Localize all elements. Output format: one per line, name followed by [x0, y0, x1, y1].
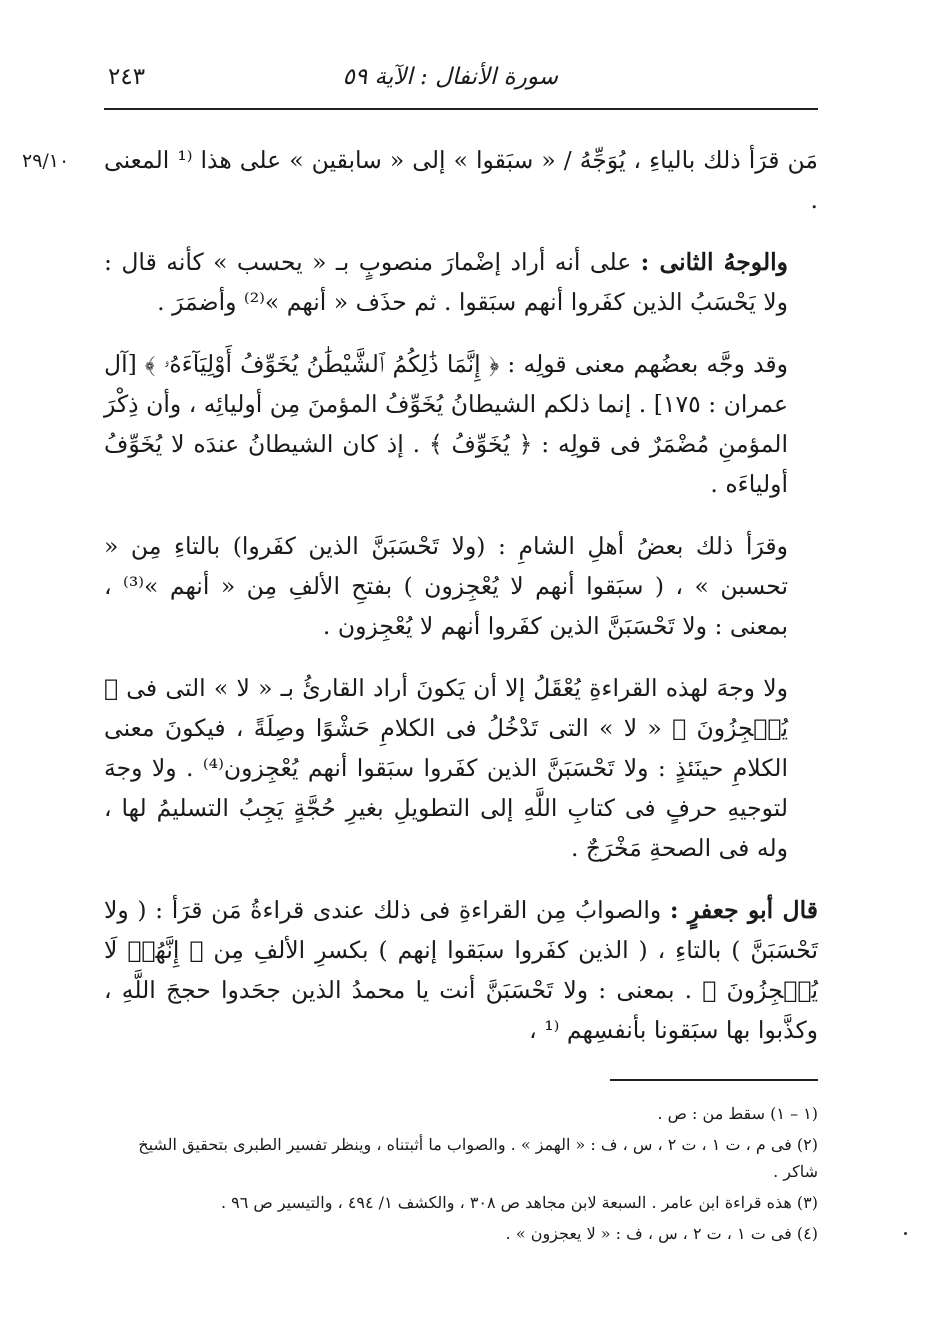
- paragraph-2-lead: على أنه أراد إضْمارَ منصوبٍ بـ « يحسب »: [203, 248, 641, 276]
- page-number: ٢٤٣: [108, 64, 146, 90]
- paragraph-4: وقرَأ ذلك بعضُ أهلِ الشامِ : (ولا تَحْسَبَنَّ الذين كفَروا) بالتاءِ مِن « تحسبن » ، ( سبَقوا أنهم لا يُعْجِزون ) بفتحِ الألفِ مِن « أنهم »⁽³⁾ ، بمعنى : ولا تَحْسَبَنَّ الذين كفَروا أنهم لا يُعْجِزون .: [104, 532, 788, 640]
- second-reading-label: والوجهُ الثانى :: [640, 248, 788, 276]
- scan-speck: [904, 1232, 907, 1235]
- main-text: [104, 140, 818, 1072]
- footnote-1: (١ – ١) سقط من : ص .: [657, 1104, 818, 1123]
- paragraph-2-text: كأنه قال : ولا يَحْسَبُ الذين كفَروا أنهم سبَقوا . ثم حذَف « أنهم »⁽²⁾ وأضمَرَ .: [104, 248, 788, 316]
- paragraph-5: ولا وجهَ لهذه القراءةِ يُعْقَلُ إلا أن يَكونَ أراد القارئُ بـ « لا » التى فى ﴿ يُعۡجِزُونَ ﴾ « لا » التى تَدْخُلُ فى الكلامِ حَشْوًا وصِلَةً ، فيكونَ معنى الكلامِ حينَئذٍ : ولا تَحْسَبَنَّ الذين كفَروا سبَقوا أنهم يُعْجِزون⁽⁴⁾ . ولا وجهَ لتوجيهِ حرفٍ فى كتابِ اللَّهِ إلى التطويلِ بغيرِ حُجَّةٍ يَجِبُ التسليمُ لها ، وله فى الصحةِ مَخْرَجٌ .: [104, 674, 788, 862]
- footnotes: [104, 1100, 818, 1251]
- paragraph-2: [104, 242, 818, 322]
- paragraph-6: [104, 890, 818, 1050]
- footnote-rule: [610, 1079, 818, 1081]
- running-header: [100, 58, 818, 98]
- footnote-3: (٣) هذه قراءة ابن عامر . السبعة لابن مجاهد ص ٣٠٨ ، والكشف ١/ ٤٩٤ ، والتيسير ص ٩٦ .: [220, 1193, 818, 1212]
- footnote-4: (٤) فى ت ١ ، ت ٢ ، س ، ف : « لا يعجزون » .: [505, 1224, 818, 1243]
- footnote-2: (٢) فى م ، ت ١ ، ت ٢ ، س ، ف : « الهمز » . والصواب ما أثبتناه ، وينظر تفسير الطبرى بتحقيق الشيخ شاكر .: [138, 1135, 818, 1181]
- author-label: قال أبو جعفرٍ :: [669, 896, 818, 924]
- paragraph-1: مَن قرَأ ذلك بالياءِ ، يُوَجِّهُ / « سبَقوا » إلى « سابقين » على هذا ⁽¹ المعنى .: [104, 146, 818, 214]
- margin-volume-reference: ٢٩/١٠: [22, 150, 70, 172]
- paragraph-6-text: والصوابُ مِن القراءةِ فى ذلك عندى قراءةُ مَن قرَأ : ( ولا تَحْسَبَنَّ ) بالتاءِ ، ( الذين كفَروا سبَقوا إنهم ) بكسرِ الألفِ مِن ﴿ إِنَّهُمۡ لَا يُعۡجِزُونَ ﴾ . بمعنى : ولا تَحْسَبَنَّ أنت يا محمدُ الذين جحَدوا حججَ اللَّهِ ، وكذَّبوا بها سبَقونا بأنفسِهم ⁽¹ ،: [104, 896, 818, 1044]
- running-title: سورة الأنفال : الآية ٥٩: [342, 64, 558, 90]
- header-rule: [104, 108, 818, 110]
- paragraph-3: وقد وجَّه بعضُهم معنى قولِه : ﴿ إِنَّمَا ذَٰلِكُمُ ٱلشَّيْطَٰنُ يُخَوِّفُ أَوْلِيَآءَهُۥ ﴾ [آل عمران : ١٧٥] . إنما ذلكم الشيطانُ يُخَوِّفُ المؤمنَ مِن أوليائِه ، وأن ذِكْرَ المؤمنِ مُضْمَرٌ فى قولِه : ﴿ يُخَوِّفُ ﴾ . إذ كان الشيطانُ عندَه لا يُخَوِّفُ أولياءَه .: [104, 350, 789, 498]
